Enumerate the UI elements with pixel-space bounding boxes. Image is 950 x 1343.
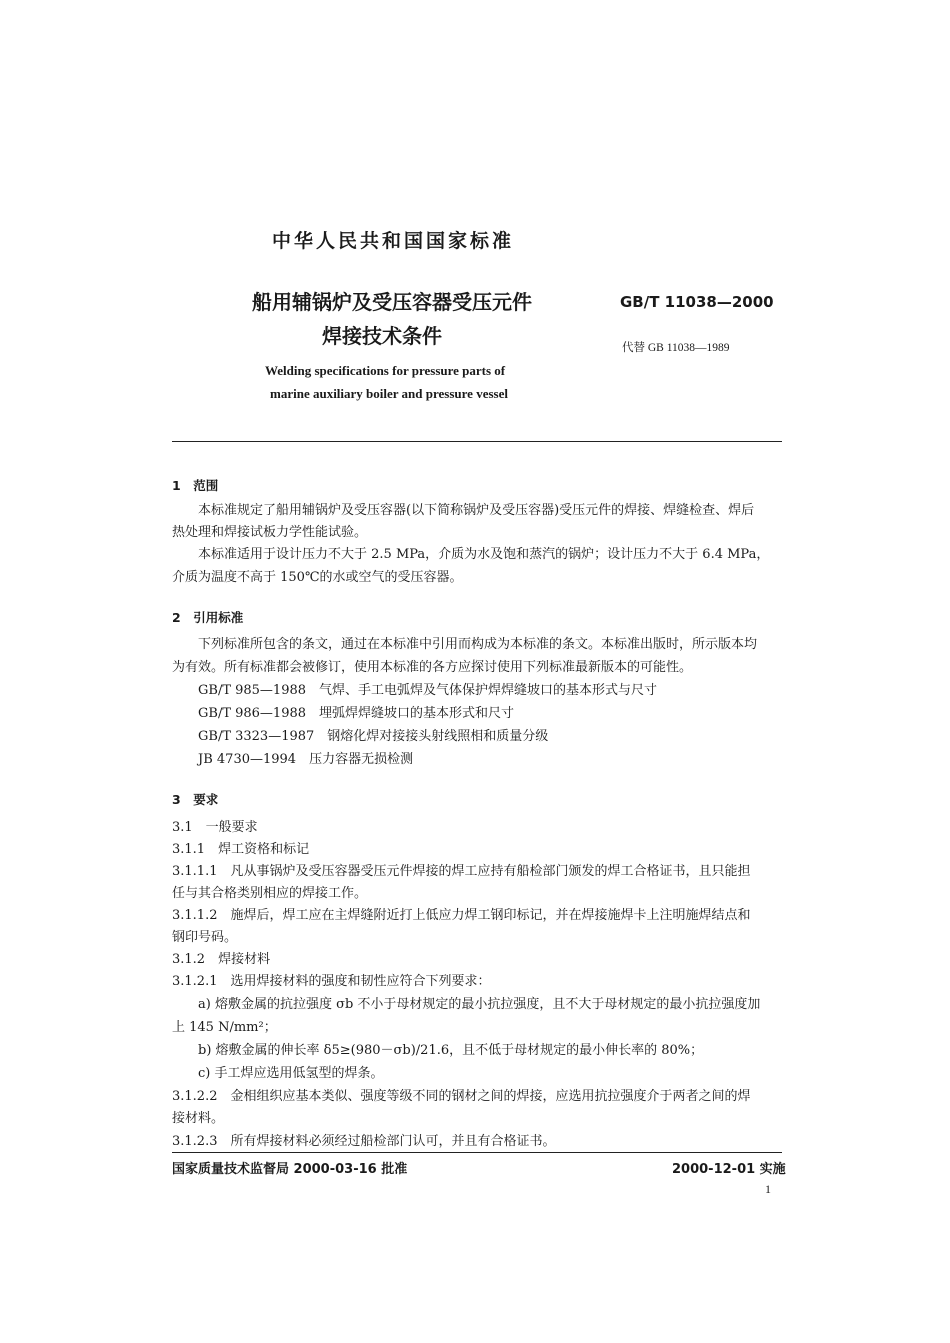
header-divider	[172, 441, 782, 442]
reference-standard-4: JB 4730—1994 压力容器无损检测	[198, 752, 414, 767]
page-number: 1	[765, 1182, 771, 1196]
section-2-paragraph-line-1: 下列标准所包含的条文，通过在本标准中引用而构成为本标准的条文。本标准出版时，所示版本均	[198, 637, 758, 652]
section-1-paragraph-1-line-1: 本标准规定了船用辅锅炉及受压容器(以下简称锅炉及受压容器)受压元件的焊接、焊缝检查、焊后	[198, 503, 755, 518]
section-1-heading: 1 范围	[172, 478, 219, 493]
section-1-paragraph-1-line-2: 热处理和焊接试板力学性能试验。	[172, 525, 368, 540]
section-1-paragraph-2-line-2: 介质为温度不高于 150℃的水或空气的受压容器。	[172, 570, 463, 585]
list-item-c: c) 手工焊应选用低氢型的焊条。	[198, 1066, 384, 1081]
clause-3-1-1-2-line-2: 钢印号码。	[172, 930, 238, 945]
clause-3-1-1-2-line-1: 3.1.1.2 施焊后，焊工应在主焊缝附近打上低应力焊工钢印标记，并在焊接施焊卡上注明施焊结点和	[172, 908, 751, 923]
document-title-cn-line1: 船用辅锅炉及受压容器受压元件	[252, 290, 532, 314]
clause-3-1-2: 3.1.2 焊接材料	[172, 952, 271, 967]
clause-3-1-2-3: 3.1.2.3 所有焊接材料必须经过船检部门认可，并且有合格证书。	[172, 1134, 556, 1149]
footer-divider	[172, 1152, 782, 1153]
replaces-standard: 代替 GB 11038—1989	[622, 342, 730, 354]
section-3-heading: 3 要求	[172, 792, 219, 807]
list-item-a-line-2: 上 145 N/mm²；	[172, 1020, 277, 1035]
list-item-b: b) 熔敷金属的伸长率 δ5≥(980－σb)/21.6，且不低于母材规定的最小伸长率的 80%；	[198, 1043, 704, 1058]
clause-3-1-1-1-line-1: 3.1.1.1 凡从事锅炉及受压容器受压元件焊接的焊工应持有船检部门颁发的焊工合格证书，且只能担	[172, 864, 751, 879]
reference-standard-1: GB/T 985—1988 气焊、手工电弧焊及气体保护焊焊缝坡口的基本形式与尺寸	[198, 683, 658, 698]
approval-date: 国家质量技术监督局 2000-03-16 批准	[172, 1162, 408, 1177]
clause-3-1-2-2-line-1: 3.1.2.2 金相组织应基本类似、强度等级不同的钢材之间的焊接，应选用抗拉强度介于两者之间的焊	[172, 1089, 751, 1104]
standard-code: GB/T 11038—2000	[620, 293, 774, 311]
document-title-cn-line2: 焊接技术条件	[322, 324, 442, 348]
document-title-en-line1: Welding specifications for pressure parts of	[265, 363, 506, 378]
section-2-heading: 2 引用标准	[172, 610, 244, 625]
reference-standard-3: GB/T 3323—1987 钢熔化焊对接接头射线照相和质量分级	[198, 729, 549, 744]
list-item-a-line-1: a) 熔敷金属的抗拉强度 σb 不小于母材规定的最小抗拉强度，且不大于母材规定的最小抗拉强度加	[198, 997, 761, 1012]
reference-standard-2: GB/T 986—1988 埋弧焊焊缝坡口的基本形式和尺寸	[198, 706, 515, 721]
effective-date: 2000-12-01 实施	[672, 1162, 786, 1177]
section-2-paragraph-line-2: 为有效。所有标准都会被修订，使用本标准的各方应探讨使用下列标准最新版本的可能性。	[172, 660, 693, 675]
section-1-paragraph-2-line-1: 本标准适用于设计压力不大于 2.5 MPa，介质为水及饱和蒸汽的锅炉；设计压力不大于 6.4 MPa，	[198, 547, 770, 562]
clause-3-1-1-1-line-2: 任与其合格类别相应的焊接工作。	[172, 886, 368, 901]
clause-3-1: 3.1 一般要求	[172, 820, 258, 835]
issuer-title: 中华人民共和国国家标准	[272, 230, 515, 252]
document-title-en-line2: marine auxiliary boiler and pressure vessel	[270, 386, 508, 401]
clause-3-1-1: 3.1.1 焊工资格和标记	[172, 842, 310, 857]
clause-3-1-2-1: 3.1.2.1 选用焊接材料的强度和韧性应符合下列要求：	[172, 974, 491, 989]
clause-3-1-2-2-line-2: 接材料。	[172, 1111, 225, 1126]
